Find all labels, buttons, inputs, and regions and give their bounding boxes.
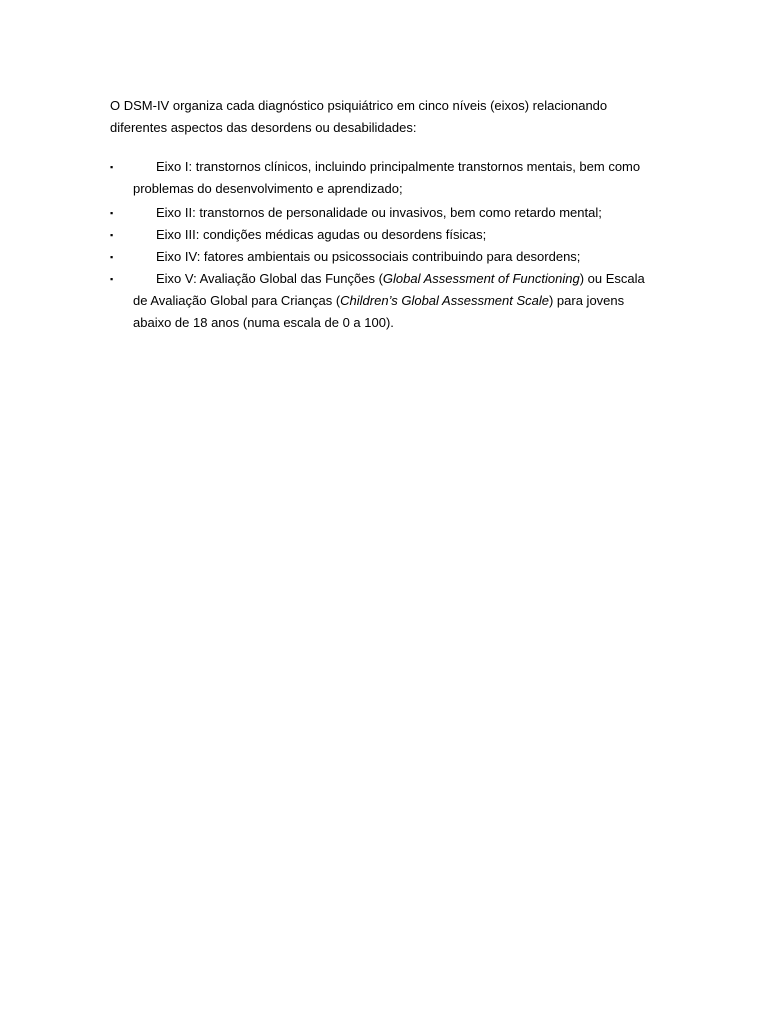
- list-item-axis-1: [110, 156, 650, 200]
- intro-paragraph: O DSM-IV organiza cada diagnóstico psiquiátrico em cinco níveis (eixos) relacionando diferentes aspectos das desordens ou desabilidades:: [110, 98, 608, 135]
- list-item-axis-4: [110, 246, 650, 268]
- square-bullet-icon: ▪: [110, 230, 114, 240]
- list-item-axis-2: [110, 202, 650, 224]
- axis-1-text: Eixo I: transtornos clínicos, incluindo principalmente transtornos mentais, bem como problemas do desenvolvimento e aprendizado;: [133, 159, 641, 196]
- square-bullet-icon: ▪: [110, 162, 114, 172]
- axes-list: [110, 156, 650, 334]
- axis-5-italic-gaf: Global Assessment of Functioning: [382, 271, 580, 286]
- axis-5-text-part2: ) ou Escala de Avaliação Global para Crianças (: [133, 271, 645, 308]
- axis-4-text: Eixo IV: fatores ambientais ou psicossociais contribuindo para desordens;: [156, 249, 581, 264]
- list-item-axis-5: [110, 268, 650, 334]
- axis-5-text-part3: ) para jovens abaixo de 18 anos (numa escala de 0 a 100).: [133, 293, 625, 330]
- square-bullet-icon: ▪: [110, 252, 114, 262]
- axis-3-text: Eixo III: condições médicas agudas ou desordens físicas;: [156, 227, 487, 242]
- square-bullet-icon: ▪: [110, 208, 114, 218]
- axis-5-italic-cgas: Children’s Global Assessment Scale: [340, 293, 549, 308]
- square-bullet-icon: ▪: [110, 274, 114, 284]
- axis-2-text: Eixo II: transtornos de personalidade ou invasivos, bem como retardo mental;: [156, 205, 602, 220]
- list-item-axis-3: [110, 224, 650, 246]
- axis-5-text-part1: Eixo V: Avaliação Global das Funções (: [156, 271, 383, 286]
